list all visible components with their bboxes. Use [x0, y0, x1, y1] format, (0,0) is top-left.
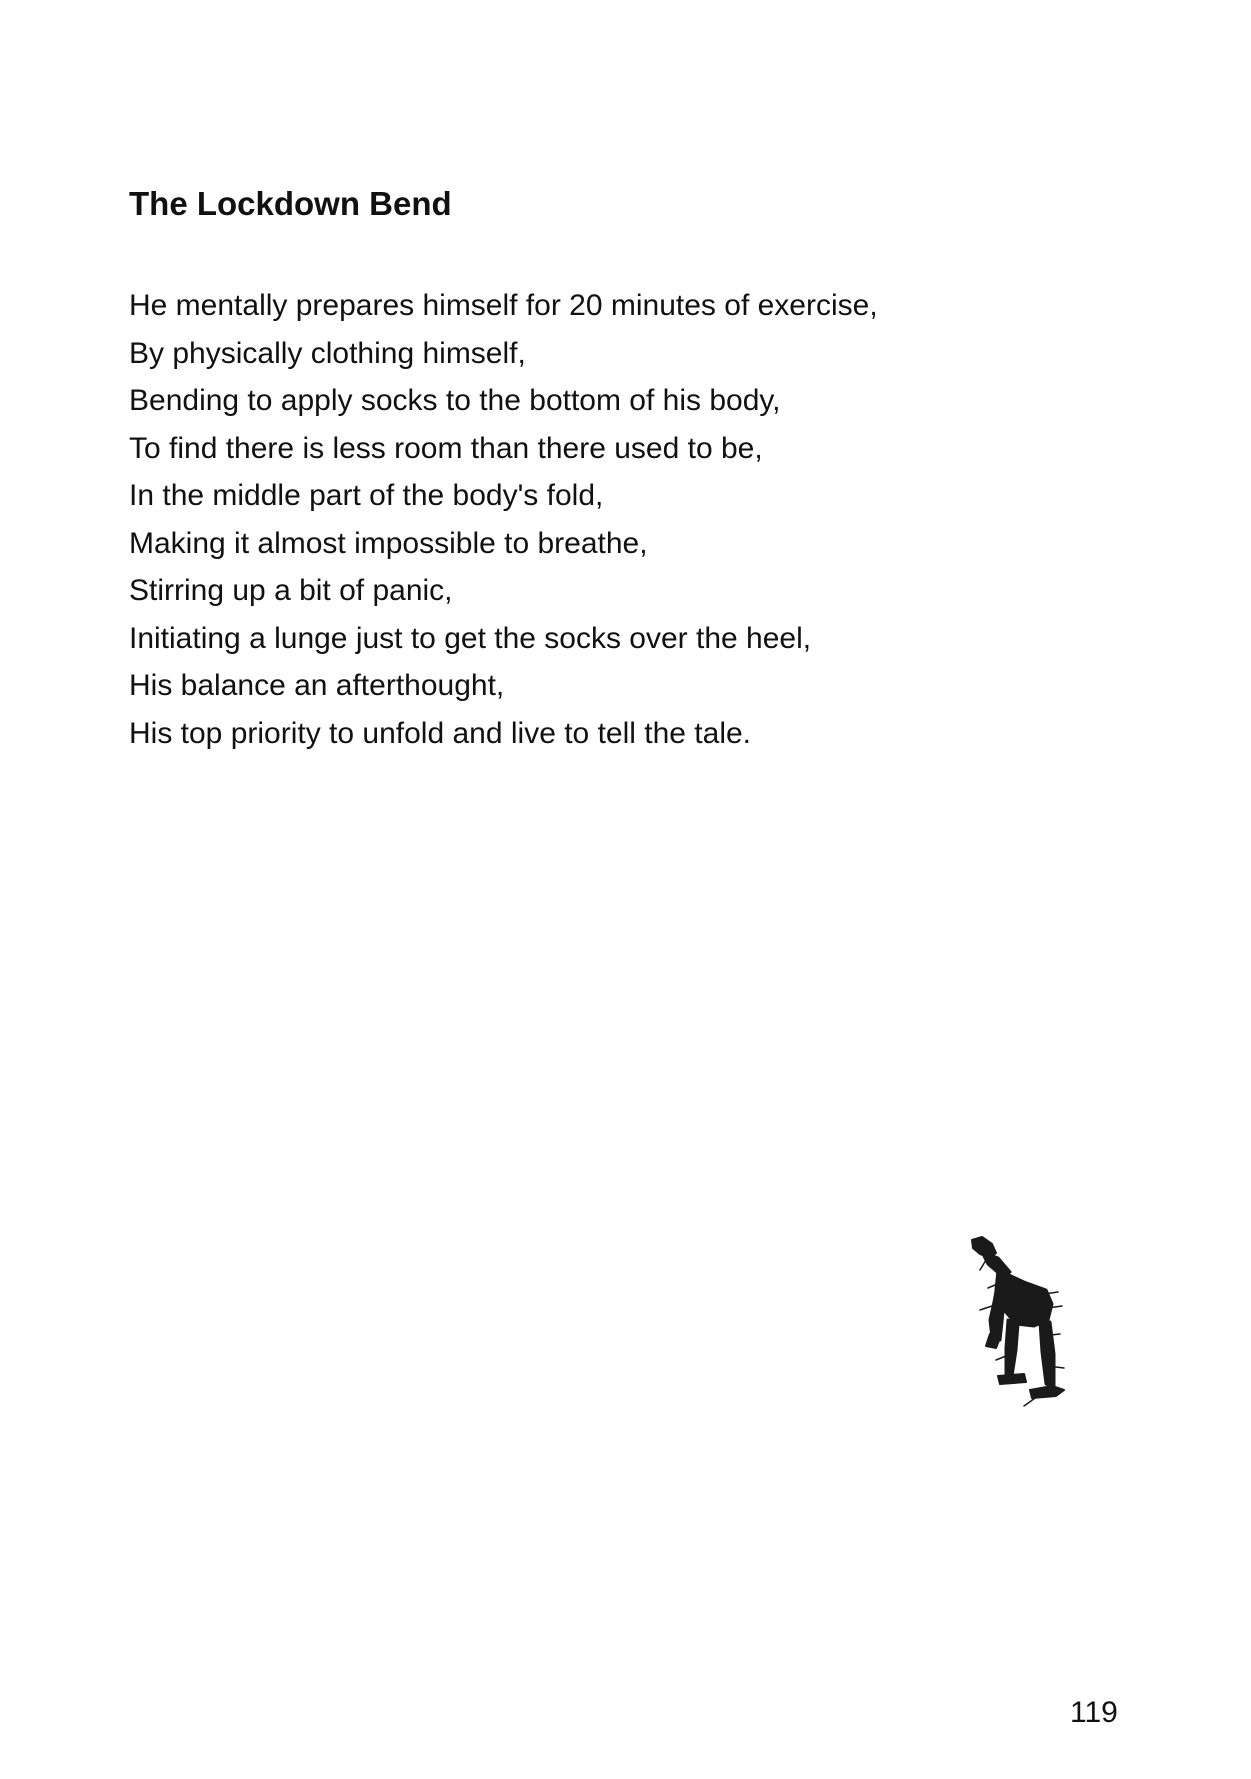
poem-line: Making it almost impossible to breathe,	[129, 526, 648, 560]
poem-line: His balance an afterthought,	[129, 669, 505, 702]
poem-title: The Lockdown Bend	[129, 185, 452, 222]
poem-line: Bending to apply socks to the bottom of his body,	[129, 384, 781, 417]
bending-figure-sketch-icon	[968, 1236, 1078, 1416]
poem-line: His top priority to unfold and live to tell the tale.	[129, 716, 752, 750]
page-number: 119	[1070, 1696, 1118, 1729]
poem-line: He mentally prepares himself for 20 minutes of exercise,	[129, 289, 878, 322]
poem-line: Initiating a lunge just to get the socks over the heel,	[129, 621, 812, 655]
poem-line: In the middle part of the body's fold,	[129, 479, 604, 512]
poem-line: By physically clothing himself,	[129, 336, 526, 370]
poem-line: Stirring up a bit of panic,	[129, 574, 453, 607]
poem-line: To find there is less room than there used to be,	[129, 431, 763, 465]
poem-body	[129, 282, 878, 757]
